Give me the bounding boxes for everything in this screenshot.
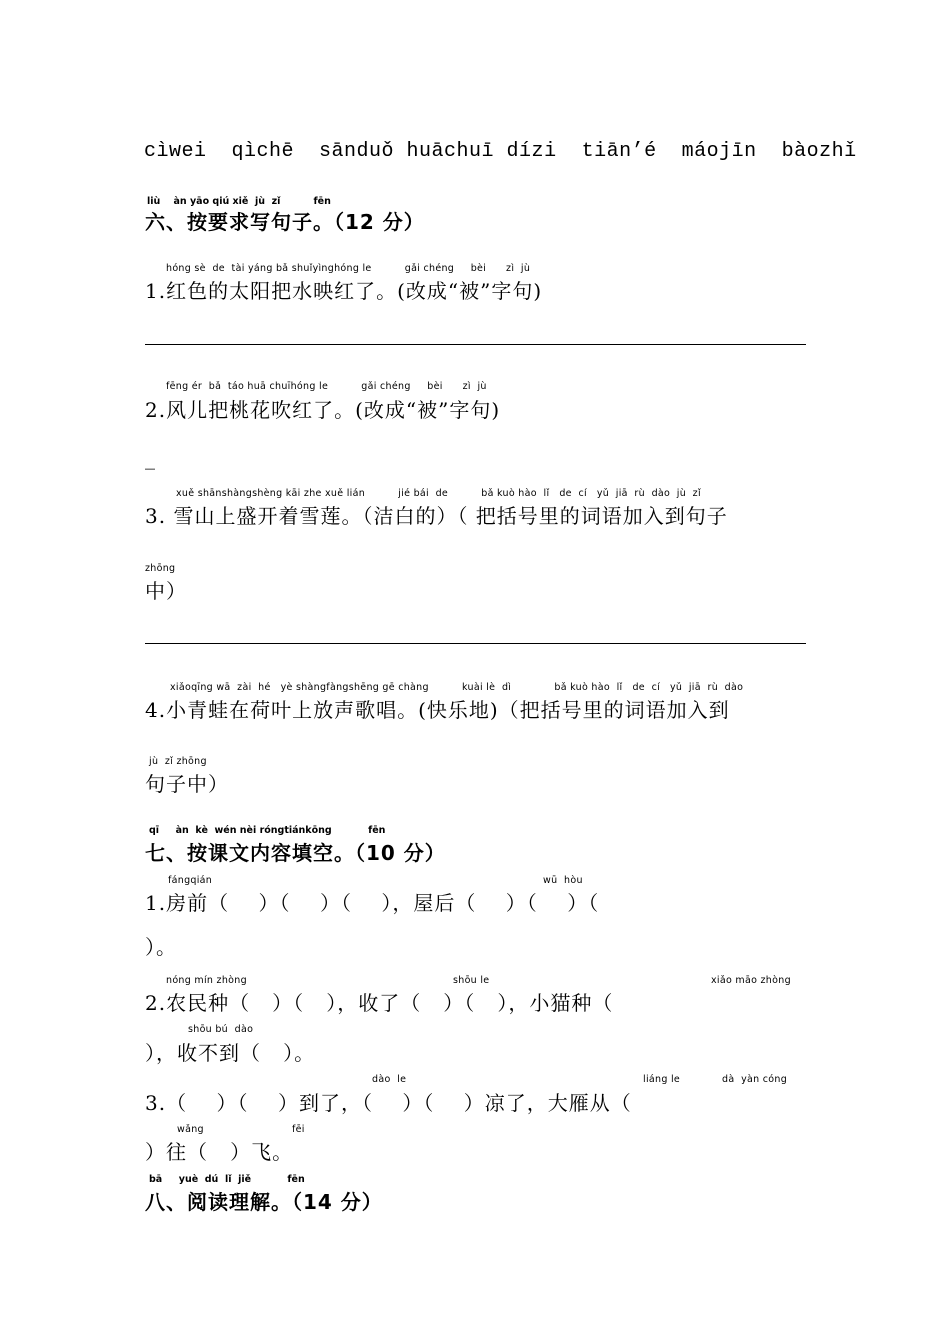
- section-7-heading: 七、按课文内容填空。（10 分）: [145, 841, 446, 865]
- q6-4-pinyin: xiǎoqīng wā zài hé yè shàngfàngshēng gē chàng kuài lè dì bǎ kuò hào lǐ de cí yǔ jiā rù dào: [170, 682, 744, 693]
- section-6-pinyin: liù àn yāo qiú xiě jù zǐ fēn: [147, 196, 331, 207]
- q6-3-pinyin2: zhōng: [145, 563, 176, 574]
- q7-3-text2: ）往（ ）飞。: [145, 1140, 294, 1164]
- section-7-pinyin: qī àn kè wén nèi róngtiánkōng fēn: [149, 825, 386, 836]
- section-8-heading: 八、阅读理解。（14 分）: [145, 1190, 383, 1214]
- answer-line[interactable]: [145, 344, 806, 345]
- q7-3-pinyin: dào le: [372, 1074, 407, 1085]
- q7-1-text: 1.房前（ ）（ ）（ ），屋后（ ）（ ）（: [145, 891, 600, 915]
- q6-4-pinyin2: jù zǐ zhōng: [149, 756, 207, 767]
- q6-3-text2: 中）: [145, 579, 187, 603]
- q6-2-pinyin: fēng ér bǎ táo huā chuīhóng le gǎi chéng bèi zì jù: [166, 381, 487, 392]
- answer-dash[interactable]: _: [145, 446, 156, 470]
- q7-1-pinyin: fángqián: [168, 875, 213, 886]
- section-6-heading: 六、按要求写句子。（12 分）: [145, 210, 425, 234]
- q7-1-text2: ）。: [145, 935, 177, 959]
- q7-3-text: 3.（ ）（ ）到了，（ ）（ ）凉了，大雁从（: [145, 1091, 632, 1115]
- q6-4-text: 4.小青蛙在荷叶上放声歌唱。(快乐地)（把括号里的词语加入到: [145, 698, 730, 722]
- q7-1-pinyin: wū hòu: [543, 875, 583, 886]
- q6-3-pinyin: xuě shānshàngshèng kāi zhe xuě lián jié bái de bǎ kuò hào lǐ de cí yǔ jiā rù dào jù zǐ: [176, 488, 701, 499]
- q6-2-text: 2.风儿把桃花吹红了。(改成“被”字句): [145, 398, 501, 422]
- q7-2-pinyin: xiǎo māo zhòng: [711, 975, 791, 986]
- q7-2-text: 2.农民种（ ）（ ），收了（ ）（ ），小猫种（: [145, 991, 614, 1015]
- q7-3-pinyin2: wǎng: [177, 1124, 204, 1135]
- pinyin-word-line: cìwei qìchē sānduǒ huāchuī dízi tiān’é máojīn bàozhǐ: [144, 140, 857, 163]
- answer-line[interactable]: [145, 643, 806, 644]
- section-8-pinyin: bā yuè dú lǐ jiě fēn: [149, 1174, 305, 1185]
- q7-3-pinyin: liáng le: [643, 1074, 681, 1085]
- q6-4-text2: 句子中）: [145, 772, 229, 796]
- q7-2-pinyin: shōu le: [453, 975, 490, 986]
- q6-3-text: 3. 雪山上盛开着雪莲。（洁白的）（ 把括号里的词语加入到句子: [145, 504, 728, 528]
- q7-2-pinyin2: shōu bú dào: [188, 1024, 254, 1035]
- q7-3-pinyin: dà yàn cóng: [722, 1074, 788, 1085]
- q6-1-text: 1.红色的太阳把水映红了。(改成“被”字句): [145, 279, 543, 303]
- q7-3-pinyin2: fēi: [292, 1124, 305, 1135]
- q7-2-text2: ），收不到（ ）。: [145, 1041, 316, 1065]
- q7-2-pinyin: nóng mín zhòng: [166, 975, 247, 986]
- q6-1-pinyin: hóng sè de tài yáng bǎ shuǐyìnghóng le gǎi chéng bèi zì jù: [166, 263, 531, 274]
